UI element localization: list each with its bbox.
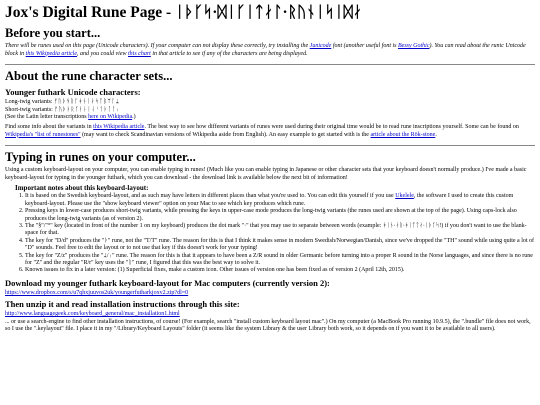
see-latin-text: .) [132,114,136,121]
long-twig-label: Long-twig variants: [5,99,54,106]
installation-link[interactable]: http://www.languagegeek.com/keyboard_general/mac_installation1.html [5,310,180,317]
chart-link[interactable]: this chart [128,50,151,57]
list-item: 2. Pressing keys in lower-case produces short-twig variants, while pressing the keys in upper-case mode produces the long-twig variants (the runes used are shown at the top of the page). Using caps-lock also produces the long-twig variants (as of version 2). [25,208,535,223]
intro-text: ). You can read about the runic Unicode block in [5,43,526,57]
variants-info-paragraph [5,124,535,139]
ukelele-link[interactable]: Ukelele [395,193,414,200]
list-item: 3. The "§"/"°" key (located in front of the number 1 on my keyboard) produces the dot mark "·" that you may use to separate between words (example: ᚼᛁᚾ·ᛅᚱ·ᚼᛁᛏᛏᛅ·ᛁᚦᚴᛋ!) if you don't want to use the blank-space for that. [25,223,535,238]
page-title: Jox's Digital Rune Page - ᛁᚦᚴᛋ·ᛞᛁᚴᛁᛏᛅᛚ·ᚱᚢᚾᛁᛋᛁᛞᛅ [5,4,363,21]
typing-heading: Typing in runes on your computer... [5,150,196,165]
info-text: (may want to check Scandinavian versions of Wikipedia aside from English). An easy example to get started with is the [80,131,371,138]
list-item: 6. Known issues to fix in a later version: (1) Superficial fixes, make a custom icon. Other issues of version one has been fixed as of version 2 (April 12th, 2015). [25,267,535,274]
info-text: Find some info about the variants in [5,123,94,130]
short-twig-runes: ᚠᚢᚦᚭᚱᚴᚽᚿᛁᛆᛌᛐᛓᛙᛚᛧ [54,106,120,113]
note-text: It is based on the Swedish keyboard-layout, and as such may have letters in different places than what you're used to. You can edit this yourself if you use [25,193,396,200]
intro-text: , and you could view [77,50,128,57]
runic-unicode-wikipedia-link[interactable]: this Wikipedia article [25,50,77,57]
junicode-link[interactable]: Junicode [309,43,332,49]
typing-intro: Using a custom keyboard-layout on your computer, you can enable typing in runes! (Much like you can enable typing in Japanese or other character sets that your keyboard doesn't normally produce.) I've made a basic keyboard-layout for typing in the younger futhark, which you can download - the download link is available below the next bit of information! [5,167,527,181]
download-link[interactable]: https://www.dropbox.com/s/u7qhxjuuvos2uk/youngerfutharkjoxv2.zip?dl=0 [5,289,189,296]
intro-paragraph [5,43,535,58]
intro-text: in that article to see if any of the characters are being displayed. [150,50,308,57]
notes-heading: Important notes about this keyboard-layout: [15,184,149,193]
rune-variants [5,99,535,122]
intro-text: font (another useful font is [331,43,398,49]
info-text: . [435,131,437,138]
divider [5,145,535,146]
divider [5,64,535,65]
bessy-gothic-link[interactable]: Bessy Gothic [398,43,430,49]
rok-stone-link[interactable]: article about the Rök-stone [370,131,436,138]
notes-list [5,193,535,274]
installation-text: ... or use a search-engine to find other installation instructions, of course! (For example, search "install custom keyboard layout mac".) On my computer (a MacBook Pro running 10.9.5), the ".bundle" file does not work, so I use the ".keylayout" file. I place it in my "/Library/Keyboard Layouts" folder (it seems like the system Library & the user Library both work, so it depends on if you want it to be available to all users). [5,318,531,333]
list-item: 5. The key for "Z/z" produces the "ᛦ/ᛧ" rune. The reason for this is that it appears to have been a Z/R sound in older Germanic before turning into a proper R sound in the Norse languages, and since there is no rune for "Z" and the regular "R/r" key uses the "ᚱ" rune, I figured that this was the best way to solve it. [25,253,535,268]
short-twig-label: Short-twig variants: [5,106,55,113]
list-item [25,193,535,208]
intro-text: There will be runes used on this page (Unicode characters). If your computer can not display these correctly, try installing the [5,43,310,49]
long-twig-runes: ᚠᚢᚦᚬᚱᚴᚼᚾᛁᛅᛋᛏᛒᛘᛚᛦ [54,99,120,106]
info-text: . The best way to see how different variants of runes were used during their original time would be to read rune inscriptions yourself. Some can be found on [144,123,519,130]
variants-wikipedia-link[interactable]: this Wikipedia article [93,123,145,130]
list-of-runestones-link[interactable]: Wikipedia's "list of runestones" [5,131,81,138]
unzip-heading: Then unzip it and read installation instructions through this site: [5,298,240,309]
before-you-start-heading: Before you start... [5,26,101,40]
list-item: 4. The key for "D/d" produces the "ᚦ" rune, not the "T/T" rune. The reason for this is that I think it makes sense in modern Swedish/Norwegian/Danish, since we've dropped the "TH" sound while using quite a lot of "D" sounds. Feel free to edit the layout or to not use that key if this doesn't work for your typing! [25,238,535,253]
see-latin-text: (See the Latin letter transcriptions [5,114,89,121]
about-heading: About the rune character sets... [5,69,173,84]
download-heading: Download my younger futhark keyboard-layout for Mac computers (currently version 2): [5,277,330,288]
latin-transcriptions-link[interactable]: here on Wikipedia [88,114,133,121]
note-text: , the software I used to create this custom keyboard-layout. Please use the "show keyboard viewer" option on your Mac to see which key produces which rune. [25,193,514,207]
younger-futhark-heading: Younger futhark Unicode characters: [5,87,141,98]
